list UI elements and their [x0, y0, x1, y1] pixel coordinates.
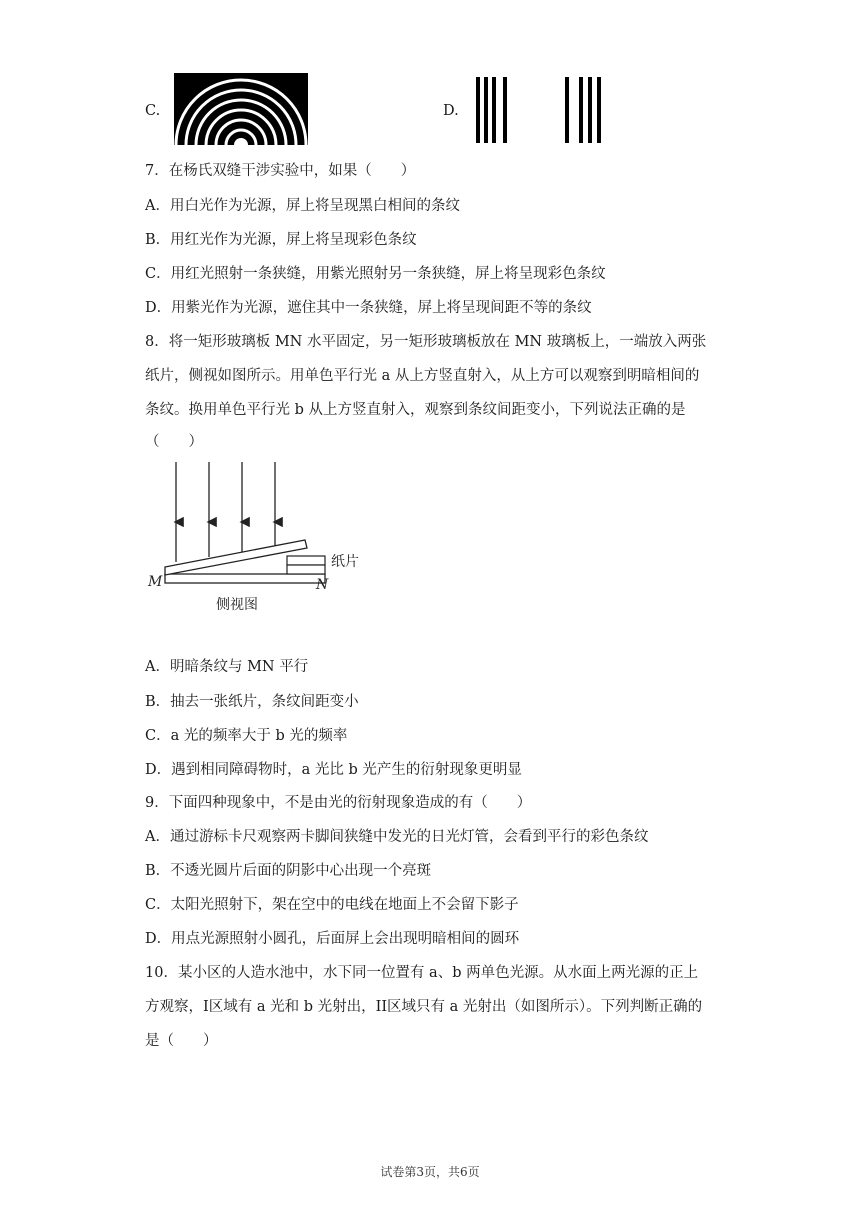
straight-fringes-figure — [474, 77, 608, 143]
q8-option-a: A．明暗条纹与 MN 平行 — [145, 659, 309, 675]
q9-option-a: A．通过游标卡尺观察两卡脚间狭缝中发光的日光灯管，会看到平行的彩色条纹 — [145, 829, 649, 845]
label-n: N — [316, 577, 329, 593]
q8-stem-line-4: （ ） — [145, 434, 203, 450]
q9-stem: 9．下面四种现象中，不是由光的衍射现象造成的有（ ） — [145, 795, 532, 811]
q9-option-c: C．太阳光照射下，架在空中的电线在地面上不会留下影子 — [145, 897, 519, 913]
incident-light-arrows — [176, 462, 275, 562]
option-c-label: C. — [145, 103, 161, 119]
q8-stem-line-1: 8．将一矩形玻璃板 MN 水平固定，另一矩形玻璃板放在 MN 玻璃板上，一端放入两张 — [145, 334, 707, 350]
q10-stem-line-3: 是（ ） — [145, 1033, 218, 1049]
bottom-glass-plate — [165, 574, 325, 583]
q7-stem: 7．在杨氏双缝干涉实验中，如果（ ） — [145, 163, 416, 179]
q7-option-d: D．用紫光作为光源，遮住其中一条狭缝，屏上将呈现间距不等的条纹 — [145, 300, 592, 316]
q10-stem-line-1: 10．某小区的人造水池中，水下同一位置有 a、b 两单色光源。从水面上两光源的正上 — [145, 965, 699, 981]
paper-label: 纸片 — [331, 554, 359, 570]
option-d-label: D. — [443, 103, 459, 119]
concentric-rings-figure — [174, 73, 308, 145]
q9-option-b: B．不透光圆片后面的阴影中心出现一个亮斑 — [145, 863, 432, 879]
figure-caption: 侧视图 — [216, 597, 258, 613]
q7-option-a: A．用白光作为光源，屏上将呈现黑白相间的条纹 — [145, 198, 460, 214]
label-m: M — [148, 574, 163, 590]
glass-plate-side-view-diagram — [140, 458, 380, 618]
q8-option-b: B．抽去一张纸片，条纹间距变小 — [145, 694, 359, 710]
q8-option-d: D．遇到相同障碍物时，a 光比 b 光产生的衍射现象更明显 — [145, 762, 522, 778]
q8-stem-line-3: 条纹。换用单色平行光 b 从上方竖直射入，观察到条纹间距变小，下列说法正确的是 — [145, 402, 686, 418]
page-footer: 试卷第3页，共6页 — [380, 1165, 480, 1179]
q9-option-d: D．用点光源照射小圆孔，后面屏上会出现明暗相间的圆环 — [145, 931, 520, 947]
q10-stem-line-2: 方观察，I区域有 a 光和 b 光射出，II区域只有 a 光射出（如图所示）。下列判断正确的 — [145, 999, 703, 1015]
q7-option-b: B．用红光作为光源，屏上将呈现彩色条纹 — [145, 232, 417, 248]
paper-sheet-top — [287, 556, 325, 565]
q8-option-c: C．a 光的频率大于 b 光的频率 — [145, 728, 348, 744]
paper-sheet-bottom — [287, 565, 325, 574]
q8-stem-line-2: 纸片，侧视如图所示。用单色平行光 a 从上方竖直射入，从上方可以观察到明暗相间的 — [145, 368, 700, 384]
inclined-glass-plate — [165, 540, 307, 575]
q7-option-c: C．用红光照射一条狭缝，用紫光照射另一条狭缝，屏上将呈现彩色条纹 — [145, 266, 606, 282]
